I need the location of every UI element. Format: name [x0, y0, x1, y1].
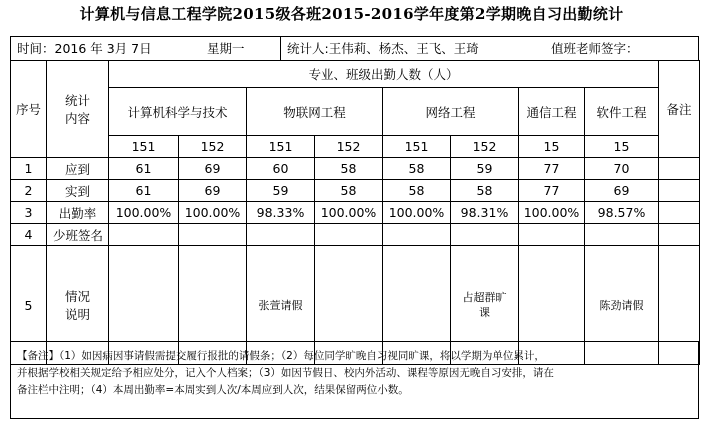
row-label: 少班签名: [47, 224, 109, 246]
attendance-table: [10, 60, 700, 365]
note-box: [10, 341, 699, 419]
class-header: 15: [519, 136, 585, 158]
class-header: 152: [179, 136, 247, 158]
cell: 100.00%: [179, 202, 247, 224]
remark-header: 备注: [659, 61, 700, 158]
page-title: 计算机与信息工程学院2015级各班2015-2016学年度第2学期晚自习出勤统计: [79, 5, 624, 23]
note-line: 并根据学校相关规定给予相应处分，记入个人档案；（3）如因节假日、校内外活动、课程等原因无晚自习安排，请在: [17, 367, 554, 379]
major-header: 通信工程: [519, 88, 585, 136]
class-header: 151: [109, 136, 179, 158]
table-row: [11, 180, 700, 202]
cell: 61: [109, 180, 179, 202]
date-text: 时间：2016 年 3月 7日: [17, 41, 152, 56]
cell: 张萱请假: [247, 246, 315, 365]
class-header: 151: [247, 136, 315, 158]
reason-label-line1: 情况: [64, 289, 90, 304]
cell: 占超群旷课: [451, 246, 519, 365]
cell: 69: [585, 180, 659, 202]
info-divider: [280, 37, 281, 60]
cell: 70: [585, 158, 659, 180]
remark-cell: [659, 224, 700, 246]
table-row: [11, 202, 700, 224]
cell: 98.31%: [451, 202, 519, 224]
cell: 100.00%: [383, 202, 451, 224]
major-header: 网络工程: [383, 88, 519, 136]
cell: [383, 224, 451, 246]
major-header: 计算机科学与技术: [109, 88, 247, 136]
row-seq: 2: [11, 180, 47, 202]
cell: 61: [109, 158, 179, 180]
stat-header: [47, 61, 109, 158]
info-bar: [10, 36, 699, 61]
cell: 60: [247, 158, 315, 180]
row-seq: 3: [11, 202, 47, 224]
cell: 69: [179, 158, 247, 180]
cell: 58: [315, 158, 383, 180]
cell: [179, 224, 247, 246]
cell: 98.57%: [585, 202, 659, 224]
cell: 59: [451, 158, 519, 180]
cell: 69: [179, 180, 247, 202]
row-label: 出勤率: [47, 202, 109, 224]
class-header: 15: [585, 136, 659, 158]
table-row: [11, 224, 700, 246]
cell: 77: [519, 180, 585, 202]
remark-cell: [659, 180, 700, 202]
major-header: 软件工程: [585, 88, 659, 136]
row-seq: 5: [11, 246, 47, 365]
reason-label-line2: 说明: [64, 307, 90, 322]
cell: 98.33%: [247, 202, 315, 224]
cell: 100.00%: [109, 202, 179, 224]
cell: 58: [315, 180, 383, 202]
remark-cell: [659, 202, 700, 224]
major-header: 物联网工程: [247, 88, 383, 136]
cell: 59: [247, 180, 315, 202]
row-seq: 4: [11, 224, 47, 246]
table-row: [11, 158, 700, 180]
stat-header-line1: 统计: [64, 93, 90, 108]
class-header: 152: [451, 136, 519, 158]
note-line: 【备注】（1）如因病因事请假需提交履行报批的请假条；（2）每位同学旷晚自习视同旷课，将以学期为单位累计，: [17, 350, 545, 362]
cell: 100.00%: [315, 202, 383, 224]
cell: [247, 224, 315, 246]
row-seq: 1: [11, 158, 47, 180]
row-label: 实到: [47, 180, 109, 202]
cell: 陈劲请假: [585, 246, 659, 365]
cell: 77: [519, 158, 585, 180]
cell: 100.00%: [519, 202, 585, 224]
class-header: 151: [383, 136, 451, 158]
row-label: 应到: [47, 158, 109, 180]
cell: [519, 224, 585, 246]
cell: [451, 224, 519, 246]
weekday-text: 星期一: [207, 41, 245, 56]
teacher-sign-label: 值班老师签字：: [551, 41, 639, 56]
counters-text: 统计人:王伟莉、杨杰、王飞、王琦: [287, 41, 479, 56]
remark-cell: [659, 158, 700, 180]
seq-header: 序号: [11, 61, 47, 158]
cell: [315, 224, 383, 246]
cell: [585, 224, 659, 246]
stat-header-line2: 内容: [64, 111, 90, 126]
cell: 58: [451, 180, 519, 202]
class-header: 152: [315, 136, 383, 158]
cell: 58: [383, 158, 451, 180]
group-header: 专业、班级出勤人数（人）: [109, 61, 659, 88]
note-line: 备注栏中注明；（4）本周出勤率=本周实到人次/本周应到人次，结果保留两位小数。: [17, 384, 409, 396]
cell: [109, 224, 179, 246]
cell: 58: [383, 180, 451, 202]
